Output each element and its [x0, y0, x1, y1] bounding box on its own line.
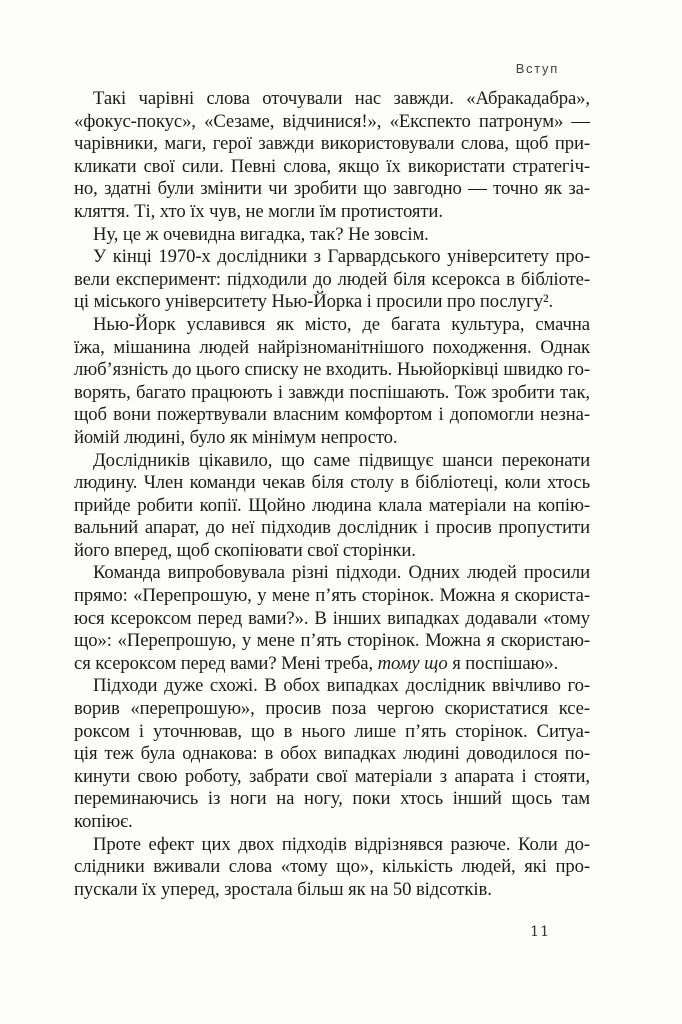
text-line: кликати свої сили. Певні слова, якщо їх використати стратегіч-	[74, 155, 590, 177]
text-line: У кінці 1970-х дослідники з Гарвардського університету про-	[93, 246, 590, 268]
text-line: вели експеримент: підходили до людей біля ксерокса в бібліоте-	[74, 268, 590, 290]
text-segment: я поспішаю».	[447, 652, 559, 674]
text-segment: ся ксероксом перед вами? Мені треба,	[74, 652, 378, 674]
text-line: йомій людині, було як мінімум непросто.	[74, 426, 398, 448]
paragraph	[74, 246, 590, 314]
running-head: Вступ	[515, 61, 559, 76]
paragraph	[74, 314, 590, 450]
text-line: кляття. Ті, хто їх чув, не могли їм протистояти.	[74, 200, 443, 222]
text-line	[74, 653, 590, 676]
paragraph	[74, 834, 590, 902]
text-line: що»: «Перепрошую, у мене п’ять сторінок. Можна я скористаю-	[74, 630, 590, 652]
emphasized-text: тому що	[377, 652, 448, 674]
text-line: Ну, це ж очевидна вигадка, так? Не зовсім.	[93, 223, 429, 245]
text-line: Дослідників цікавило, що саме підвищує шанси переконати	[93, 449, 590, 471]
paragraph	[74, 562, 590, 675]
text-line: копіює.	[74, 811, 133, 832]
text-line: переминаючись із ноги на ногу, поки хтось інший щось там	[74, 788, 590, 810]
text-line: людину. Член команди чекав біля столу в бібліотеці, коли хтось	[74, 472, 590, 494]
text-line: Такі чарівні слова оточували нас завжди. «Абракадабра»,	[93, 88, 590, 109]
text-line: його вперед, щоб скопіювати свої сторінки.	[74, 539, 416, 561]
text-line: «фокус-покус», «Сезаме, відчинися!», «Експекто патронум» —	[74, 110, 590, 132]
text-line: люб’язність до цього списку не входить. Ньюйорківці швидко го-	[74, 359, 590, 381]
text-line: ція теж була однакова: в обох випадках людині доводилося по-	[74, 743, 590, 765]
text-line: Підходи дуже схожі. В обох випадках дослідник ввічливо го-	[93, 675, 590, 697]
text-line: ворять, багато працюють і завжди поспішають. Тож зробити так,	[74, 381, 590, 403]
text-line: слідники вживали слова «тому що», кількість людей, які про-	[74, 856, 590, 878]
paragraph	[74, 450, 590, 563]
text-line: юся ксероксом перед вами?». В інших випадках додавали «тому	[74, 607, 590, 629]
text-line: Нью-Йорк уславився як місто, де багата культура, смачна	[93, 313, 590, 335]
page-number: 11	[530, 924, 550, 940]
text-line: чарівники, маги, герої завжди використовували слова, щоб при-	[74, 133, 590, 155]
text-line: пускали їх уперед, зростала більш як на 50 відсотків.	[74, 878, 492, 900]
text-line: вальний апарат, до неї підходив дослідник і просив пропустити	[74, 517, 590, 539]
text-line: їжа, мішанина людей найрізноманітнішого походження. Однак	[74, 336, 590, 358]
text-line: прийде робити копії. Щойно людина клала матеріали на копію-	[74, 494, 590, 516]
text-line: прямо: «Перепрошую, у мене п’ять сторінок. Можна я скориста-	[74, 585, 590, 607]
text-line: ці міського університету Нью-Йорка і просили про послугу².	[74, 291, 554, 313]
text-line: щоб вони пожертвували власним комфортом і допомогли незна-	[74, 404, 590, 426]
text-line: роксом і уточнював, що в нього лише п’ять сторінок. Ситуа-	[74, 720, 590, 742]
text-line: но, здатні були змінити чи зробити що завгодно — точно як за-	[74, 178, 590, 200]
paragraph	[74, 88, 590, 224]
text-line: Проте ефект цих двох підходів відрізнявся разюче. Коли до-	[93, 833, 590, 855]
text-line: кинути свою роботу, забрати свої матеріали з апарата і стояти,	[74, 765, 590, 787]
text-line: Команда випробовувала різні підходи. Одних людей просили	[93, 562, 590, 584]
paragraph	[74, 224, 590, 247]
text-line: ворив «перепрошую», просив поза чергою скористатися ксе-	[74, 698, 590, 720]
body-text	[74, 88, 590, 901]
paragraph	[74, 675, 590, 833]
